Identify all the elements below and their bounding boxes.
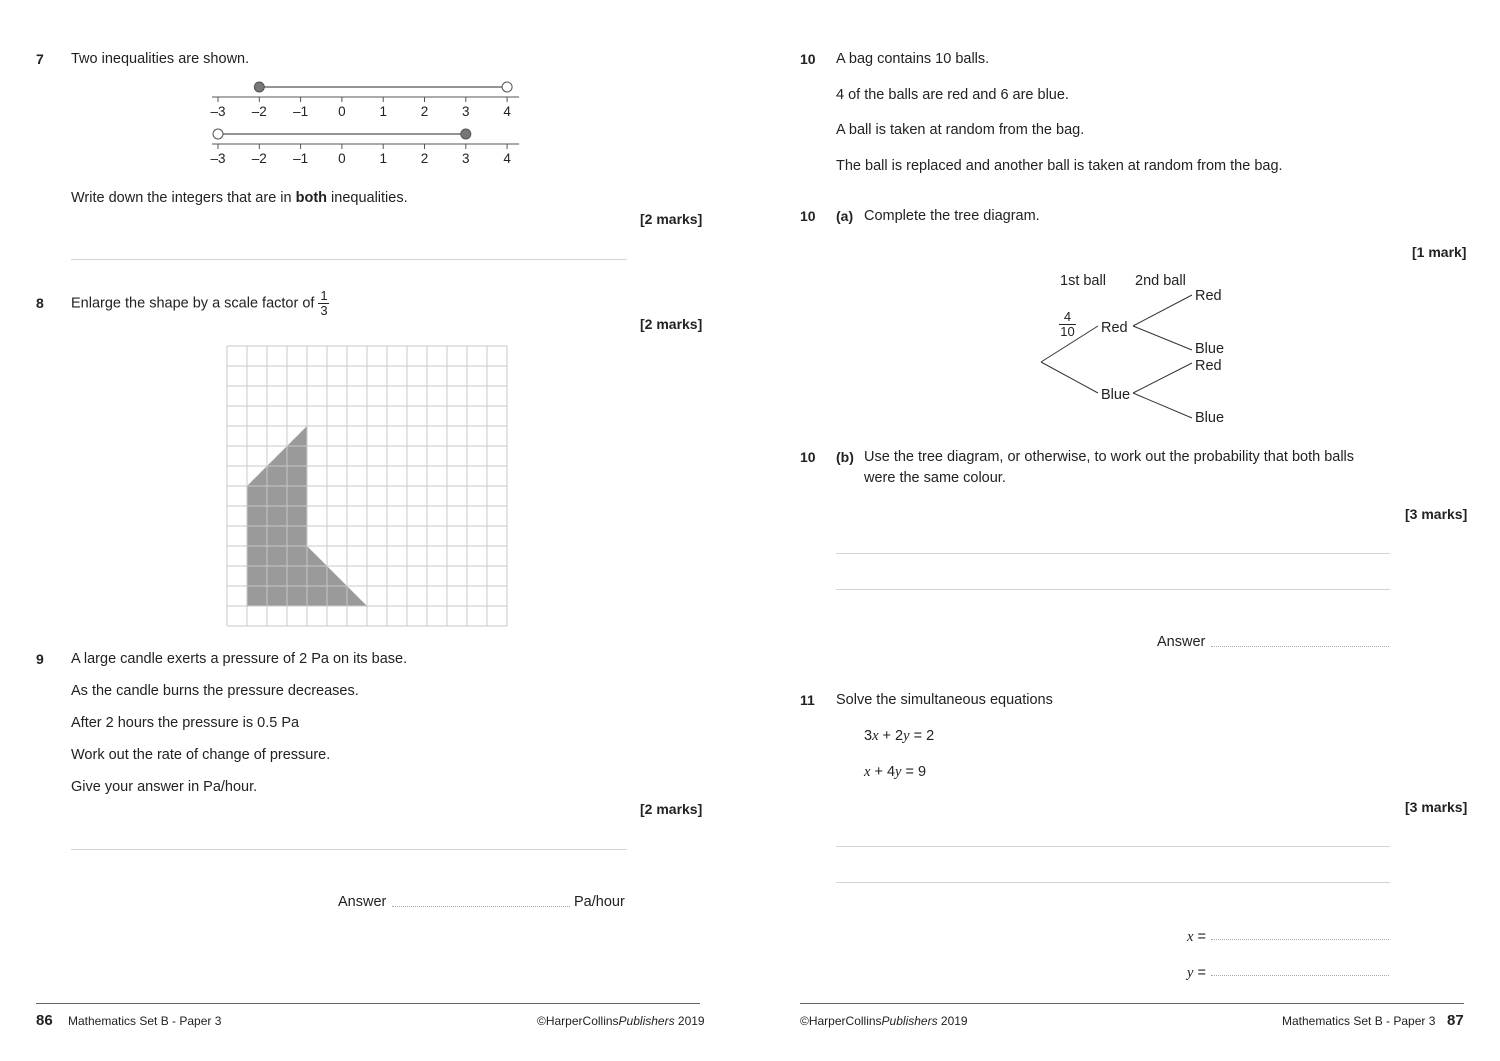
tree-node-red-blue: Blue bbox=[1195, 341, 1225, 357]
question-7-answer-line[interactable] bbox=[71, 259, 627, 260]
page-number-right: 87 bbox=[1447, 1012, 1464, 1029]
number-line-tick-label: 1 bbox=[379, 151, 387, 166]
question-11-text: Solve the simultaneous equations bbox=[836, 692, 1053, 708]
probability-fraction bbox=[1059, 310, 1076, 339]
number-line-tick-label: 2 bbox=[420, 104, 429, 119]
copyright-publishers: Publishers bbox=[881, 1014, 938, 1028]
eq2-coef-y: + 4 bbox=[870, 764, 896, 780]
copyright-year: 2019 bbox=[937, 1014, 968, 1028]
question-10a-number: 10 bbox=[800, 208, 816, 224]
eq1-var-x: x bbox=[872, 728, 879, 744]
question-11-working-line-2[interactable] bbox=[836, 882, 1390, 883]
number-line-tick-label: 4 bbox=[503, 104, 511, 119]
answer-x-field[interactable] bbox=[1211, 939, 1389, 940]
question-9-working-line[interactable] bbox=[71, 849, 627, 850]
question-9-line-5: Give your answer in Pa/hour. bbox=[71, 779, 258, 795]
eq2-var-x: x bbox=[864, 764, 871, 780]
number-line-tick-label: 2 bbox=[420, 151, 429, 166]
equation-2 bbox=[864, 763, 926, 781]
tree-node-first-blue: Blue bbox=[1101, 387, 1131, 403]
open-endpoint bbox=[213, 129, 223, 139]
tree-node-blue-red: Red bbox=[1195, 358, 1222, 374]
question-7-marks: [2 marks] bbox=[640, 211, 703, 227]
question-11-working-line-1[interactable] bbox=[836, 846, 1390, 847]
branch-red-blue bbox=[1133, 326, 1192, 350]
tree-probability-red[interactable] bbox=[1059, 310, 1076, 339]
footer-rule-right bbox=[800, 1003, 1464, 1004]
question-10a-marks: [1 mark] bbox=[1412, 244, 1467, 260]
copyright-text: ©HarperCollins bbox=[800, 1014, 882, 1028]
question-10b-marks: [3 marks] bbox=[1405, 506, 1468, 522]
footer-rule-left bbox=[36, 1003, 700, 1004]
closed-endpoint bbox=[254, 82, 264, 92]
question-8-text-main: Enlarge the shape by a scale factor of bbox=[71, 295, 315, 312]
instruction-text-pre: Write down the integers that are in bbox=[71, 190, 296, 206]
question-9-answer-unit: Pa/hour bbox=[574, 894, 625, 910]
number-line-tick-label: –2 bbox=[251, 104, 267, 119]
eq2-var-y: y bbox=[895, 764, 902, 780]
tree-node-red-red: Red bbox=[1195, 288, 1222, 304]
question-9-answer-label: Answer bbox=[338, 894, 387, 910]
fraction-denominator: 3 bbox=[320, 303, 328, 318]
answer-x-label bbox=[1187, 928, 1206, 946]
tree-header-1st-ball: 1st ball bbox=[1060, 273, 1106, 289]
footer-copyright-left bbox=[537, 1014, 705, 1028]
question-10-number: 10 bbox=[800, 51, 816, 67]
question-10b-answer-label: Answer bbox=[1157, 634, 1206, 650]
eq1-coef-y: + 2 bbox=[878, 728, 904, 744]
question-10a-text: Complete the tree diagram. bbox=[864, 208, 1040, 224]
inequality-number-lines bbox=[200, 74, 540, 174]
branch-blue-blue bbox=[1133, 393, 1192, 418]
question-8-marks: [2 marks] bbox=[640, 316, 703, 332]
branch-red-red bbox=[1133, 295, 1192, 326]
instruction-bold-word: both bbox=[295, 190, 328, 206]
tree-header-2nd-ball: 2nd ball bbox=[1135, 273, 1186, 289]
number-line-tick-label: –1 bbox=[293, 104, 309, 119]
equation-1 bbox=[864, 727, 934, 745]
question-9-line-3: After 2 hours the pressure is 0.5 Pa bbox=[71, 715, 300, 731]
number-line-tick-label: 3 bbox=[462, 104, 470, 119]
branch-first-blue bbox=[1041, 362, 1098, 393]
question-10b-text-line-1: Use the tree diagram, or otherwise, to work out the probability that both balls bbox=[864, 449, 1355, 465]
number-line-tick-label: 0 bbox=[338, 151, 346, 166]
question-10a-label: (a) bbox=[836, 208, 854, 224]
question-8-text bbox=[71, 289, 329, 318]
footer-title-left: Mathematics Set B - Paper 3 bbox=[68, 1014, 222, 1028]
question-10-line-4: The ball is replaced and another ball is taken at random from the bag. bbox=[836, 158, 1283, 174]
question-11-marks: [3 marks] bbox=[1405, 799, 1468, 815]
closed-endpoint bbox=[461, 129, 471, 139]
question-9-number: 9 bbox=[36, 651, 44, 667]
question-10b-working-line-1[interactable] bbox=[836, 553, 1390, 554]
answer-x-var: x bbox=[1187, 929, 1194, 945]
question-9-line-4: Work out the rate of change of pressure. bbox=[71, 747, 331, 763]
question-10b-text-line-2: were the same colour. bbox=[864, 470, 1006, 486]
eq1-rhs: = 2 bbox=[909, 728, 935, 744]
tree-node-blue-blue: Blue bbox=[1195, 410, 1225, 426]
probability-denominator: 10 bbox=[1060, 324, 1075, 339]
question-7-intro: Two inequalities are shown. bbox=[71, 51, 250, 67]
answer-x-equals: = bbox=[1193, 929, 1206, 945]
answer-y-var: y bbox=[1187, 965, 1194, 981]
question-10-line-1: A bag contains 10 balls. bbox=[836, 51, 990, 67]
footer-title-right: Mathematics Set B - Paper 3 bbox=[1282, 1014, 1436, 1028]
question-9-marks: [2 marks] bbox=[640, 801, 703, 817]
number-line-tick-label: –3 bbox=[210, 104, 226, 119]
eq1-var-y: y bbox=[903, 728, 910, 744]
copyright-year: 2019 bbox=[674, 1014, 705, 1028]
copyright-text: ©HarperCollins bbox=[537, 1014, 619, 1028]
question-9-line-1: A large candle exerts a pressure of 2 Pa on its base. bbox=[71, 651, 408, 667]
question-9-answer-field[interactable] bbox=[392, 906, 570, 907]
number-line-tick-label: –1 bbox=[293, 151, 309, 166]
question-11-number: 11 bbox=[800, 692, 815, 708]
fraction-numerator: 1 bbox=[320, 288, 328, 303]
question-7-number: 7 bbox=[36, 51, 44, 67]
question-10-line-3: A ball is taken at random from the bag. bbox=[836, 122, 1085, 138]
question-10b-label: (b) bbox=[836, 449, 854, 465]
number-line-tick-label: 0 bbox=[338, 104, 346, 119]
question-10-line-2: 4 of the balls are red and 6 are blue. bbox=[836, 87, 1069, 103]
branch-blue-red bbox=[1133, 363, 1192, 393]
copyright-publishers: Publishers bbox=[618, 1014, 675, 1028]
number-line-tick-label: –3 bbox=[210, 151, 226, 166]
question-7-instruction bbox=[71, 189, 408, 207]
eq1-coef-x: 3 bbox=[864, 728, 873, 744]
question-9-line-2: As the candle burns the pressure decreases. bbox=[71, 683, 359, 699]
probability-numerator: 4 bbox=[1063, 309, 1072, 324]
scale-factor-fraction bbox=[318, 289, 329, 318]
eq2-rhs: = 9 bbox=[901, 764, 927, 780]
tree-node-first-red: Red bbox=[1101, 320, 1128, 336]
answer-y-equals: = bbox=[1193, 965, 1206, 981]
open-endpoint bbox=[502, 82, 512, 92]
question-10b-number: 10 bbox=[800, 449, 816, 465]
enlargement-grid[interactable] bbox=[226, 345, 511, 630]
instruction-text-post: inequalities. bbox=[327, 190, 408, 206]
question-10b-working-line-2[interactable] bbox=[836, 589, 1390, 590]
number-line-tick-label: 1 bbox=[379, 104, 387, 119]
question-10b-answer-field[interactable] bbox=[1211, 646, 1389, 647]
number-line-tick-label: 3 bbox=[462, 151, 470, 166]
answer-y-label bbox=[1187, 964, 1206, 982]
answer-y-field[interactable] bbox=[1211, 975, 1389, 976]
number-line-tick-label: 4 bbox=[503, 151, 511, 166]
footer-copyright-right bbox=[800, 1014, 968, 1028]
number-line-tick-label: –2 bbox=[251, 151, 267, 166]
question-8-number: 8 bbox=[36, 295, 44, 311]
page-number-left: 86 bbox=[36, 1012, 53, 1029]
